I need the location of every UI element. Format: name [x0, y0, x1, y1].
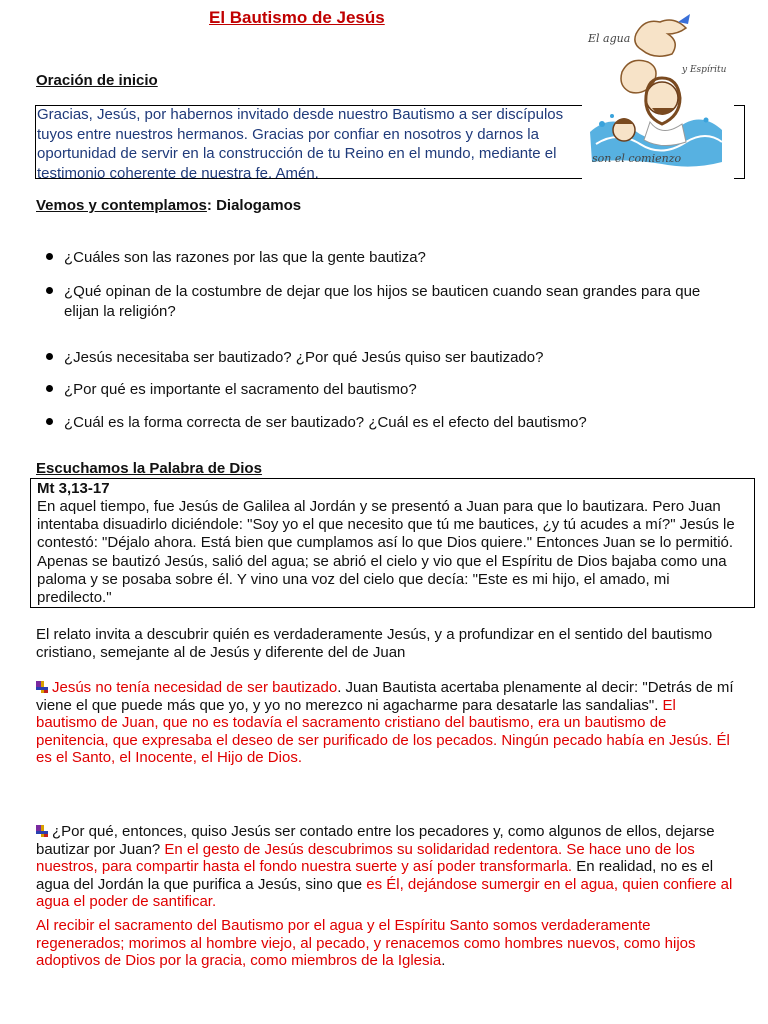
bullet-marker-icon	[36, 825, 48, 837]
opening-heading-text: Oración de inicio	[36, 72, 158, 89]
p2-red-2: es Él, dejándose sumergir en el agua, quien confiere al agua el poder de santificar.	[36, 875, 733, 910]
reflection-intro: El relato invita a descubrir quién es verdaderamente Jesús, y a profundizar en el sentido del bautismo cristiano, semejante al de Jesús y diferente del de Juan	[36, 626, 713, 661]
reflection-paragraph-2	[36, 823, 738, 911]
opening-prayer: Gracias, Jesús, por habernos invitado desde nuestro Bautismo a ser discípulos tuyos entre nuestros hermanos. Gracias por confiar en nosotros y darnos la oportunidad de servir en la construcción de tu Reino en el mundo, mediante el testimonio coherente de nuestra fe. Amén.	[37, 106, 564, 182]
dialogue-heading	[36, 197, 301, 214]
p2-black-2: En realidad, no es el agua del Jordán la que purifica a Jesús, sino que	[36, 858, 714, 893]
opening-heading	[36, 72, 158, 89]
dialogue-heading-rest: : Dialogamos	[206, 197, 302, 214]
scripture-text: En aquel tiempo, fue Jesús de Galilea al Jordán y se presentó a Juan para que lo bautizara. Pero Juan intentaba disuadirlo diciéndole: "Soy yo el que necesito que tú me bautices, ¿y tú acudes a mí?" Jesús le contestó: "Déjalo ahora. Está bien que cumplamos así lo que Dios quiere." Entonces Juan se lo permitió. Apenas se bautizó Jesús, salió del agua; se abrió el cielo y vio que el Espíritu de Dios bajaba como una paloma y se posaba sobre él. Y vino una voz del cielo que decía: "Este es mi hijo, el amado, mi predilecto."	[37, 498, 735, 607]
p3-end: .	[441, 952, 446, 969]
question-item-1: ¿Cuáles son las razones por las que la gente bautiza?	[64, 248, 744, 268]
illustration-text-espiritu: y Espíritu	[682, 65, 727, 75]
question-item-5: ¿Cuál es la forma correcta de ser bautizado? ¿Cuál es el efecto del bautismo?	[64, 413, 744, 433]
scripture-reference: Mt 3,13-17	[37, 480, 110, 497]
word-heading	[36, 460, 262, 477]
reflection-paragraph-1	[36, 679, 738, 767]
question-item-3: ¿Jesús necesitaba ser bautizado? ¿Por qué Jesús quiso ser bautizado?	[64, 348, 744, 368]
p1-black-1: . Juan Bautista acertaba plenamente al decir: "Detrás de mí viene el que puede más que yo, y yo no merezco ni agacharme para desatarle las sandalias".	[36, 679, 734, 714]
p2-red-1: En el gesto de Jesús descubrimos su solidaridad redentora. Se hace uno de los nuestros, para compartir hasta el fondo nuestra suerte y así poder transformarla.	[36, 840, 695, 875]
bullet-marker-icon	[36, 681, 48, 693]
p3-red: Al recibir el sacramento del Bautismo por el agua y el Espíritu Santo somos verdaderamente regenerados; morimos al hombre viejo, al pecado, y renacemos como hombres nuevos, como hijos adoptivos de Dios por la gracia, como miembros de la Iglesia	[36, 917, 696, 969]
baptism-illustration-drawing	[582, 12, 734, 180]
word-heading-text: Escuchamos la Palabra de Dios	[36, 460, 262, 477]
page-title: El Bautismo de Jesús	[209, 8, 385, 27]
dialogue-heading-underlined: Vemos y contemplamos	[36, 197, 207, 214]
illustration-text-agua: El agua	[588, 32, 631, 45]
p2-black-1: ¿Por qué, entonces, quiso Jesús ser contado entre los pecadores y, como algunos de ellos, dejarse bautizar por Juan?	[36, 823, 715, 858]
p1-red-1: Jesús no tenía necesidad de ser bautizado	[52, 679, 338, 696]
p1-red-2: El bautismo de Juan, que no es todavía el sacramento cristiano del bautismo, era un bautismo de penitencia, que expresaba el deseo de ser purificado de los pecados. Ningún pecado había en Jesús. Él es el Santo, el Inocente, el Hijo de Dios.	[36, 696, 730, 766]
reflection-paragraph-3	[36, 917, 738, 970]
question-item-2: ¿Qué opinan de la costumbre de dejar que los hijos se bauticen cuando sean grandes para que elijan la religión?	[64, 282, 734, 322]
illustration-text-comienzo: son el comienzo	[592, 152, 682, 165]
question-item-4: ¿Por qué es importante el sacramento del bautismo?	[64, 380, 744, 400]
baptism-illustration	[582, 12, 734, 180]
